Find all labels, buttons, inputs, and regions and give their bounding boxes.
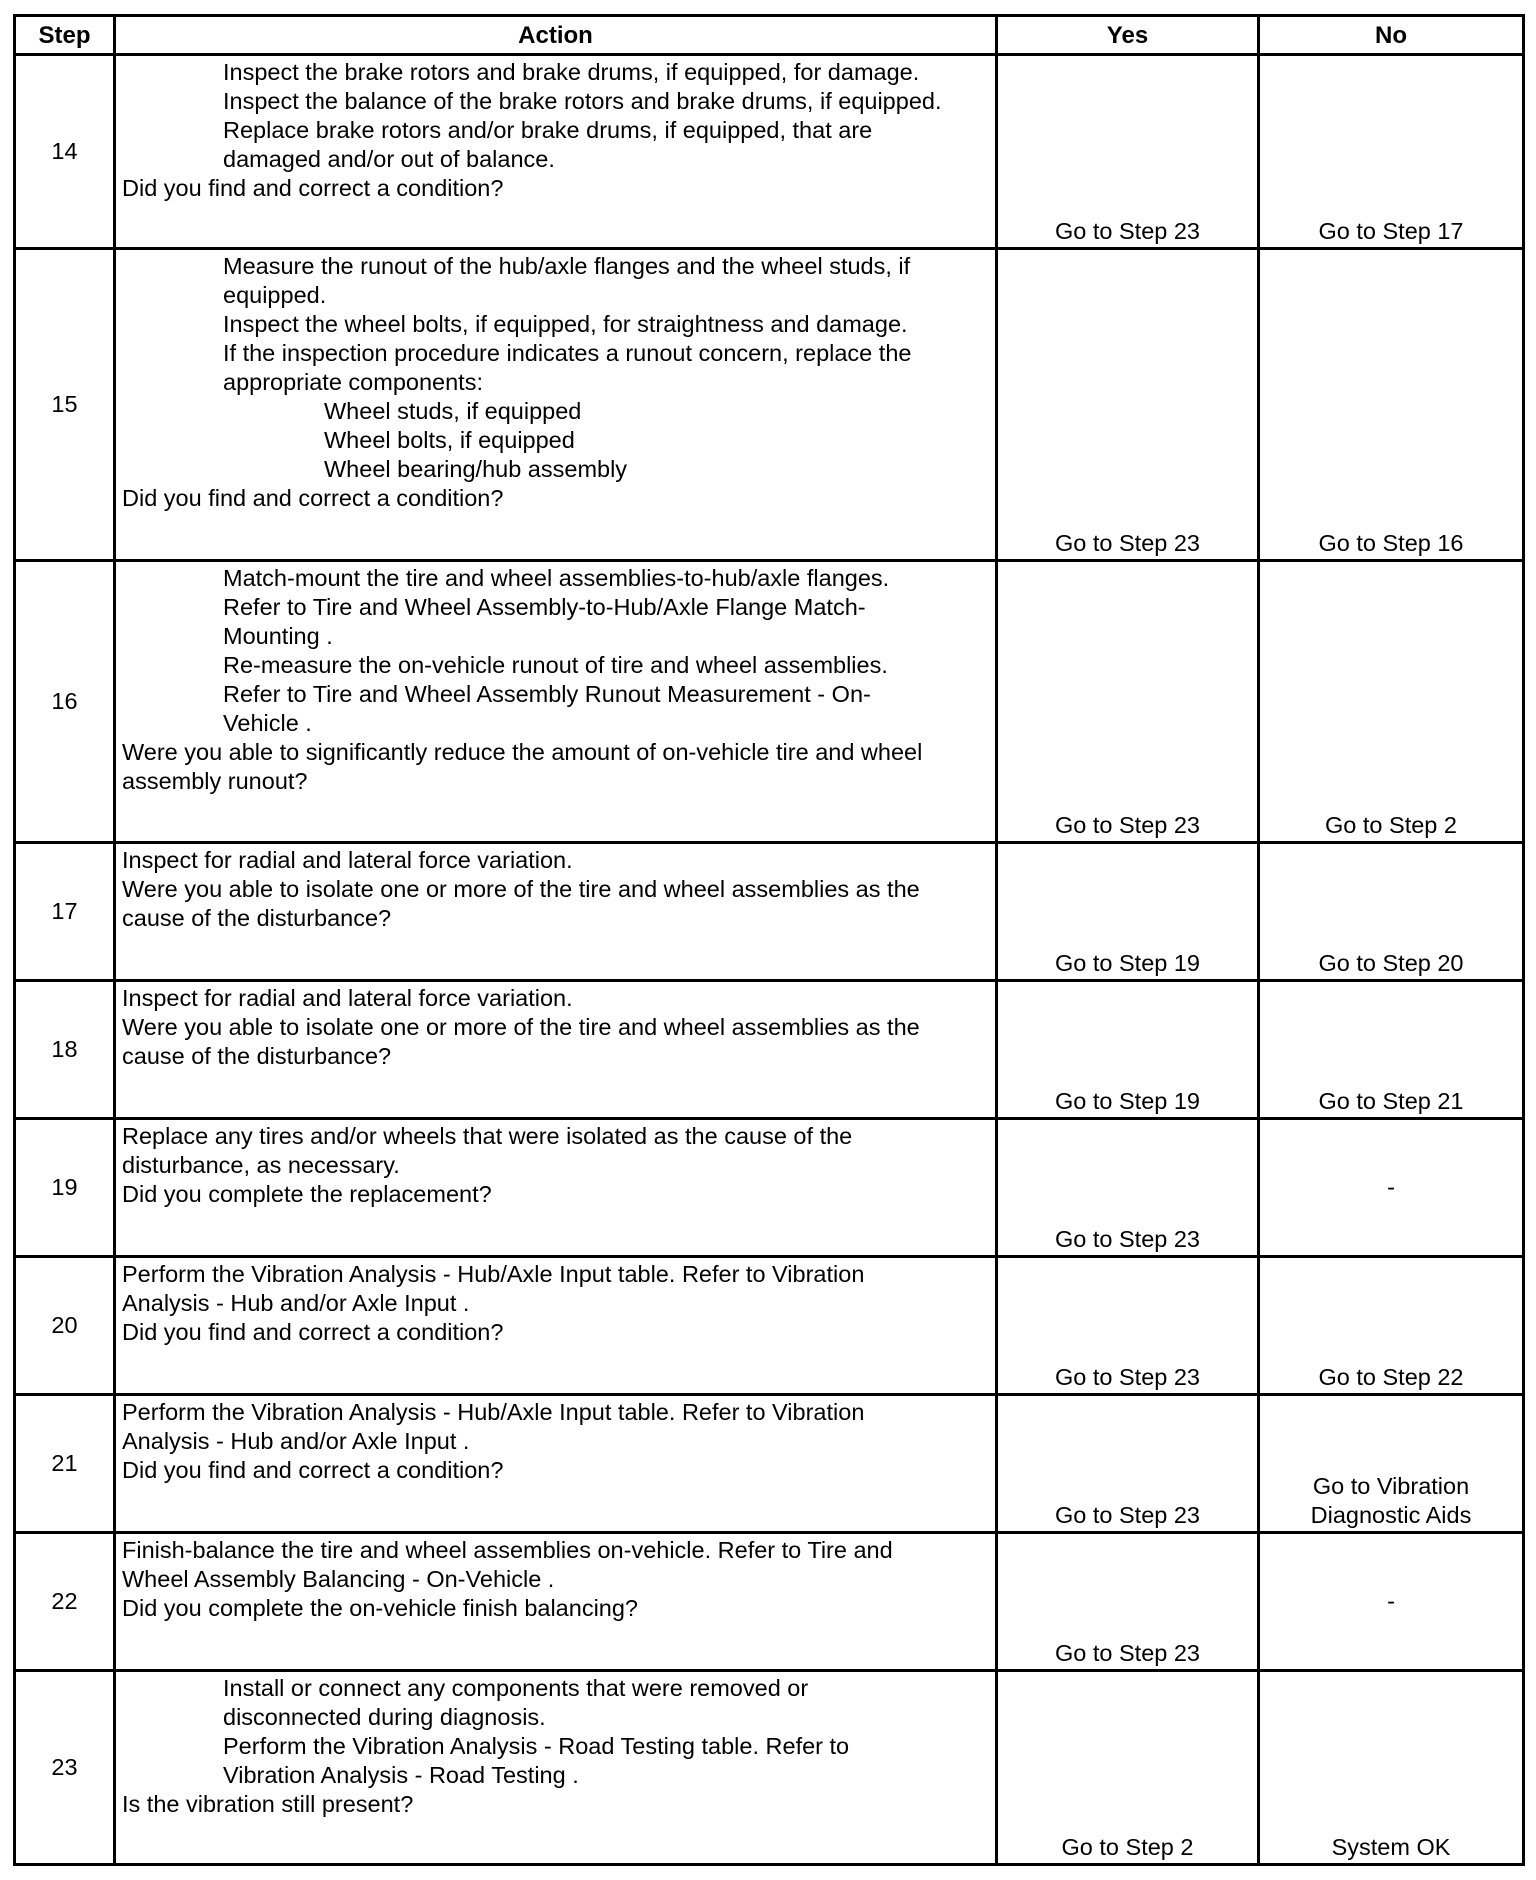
instruction-line: Inspect for radial and lateral force variation. <box>122 847 573 873</box>
instruction-line: Measure the runout of the hub/axle flanges and the wheel studs, if <box>223 253 911 279</box>
header-yes: Yes <box>997 16 1259 55</box>
instruction-line: Inspect the wheel bolts, if equipped, for straightness and damage. <box>223 311 908 337</box>
instructions <box>122 1122 989 1180</box>
table-row <box>15 1395 1524 1533</box>
no-result: - <box>1259 1533 1524 1671</box>
question: Did you find and correct a condition? <box>122 175 504 201</box>
yes-result: Go to Step 19 <box>997 843 1259 981</box>
instructions <box>122 1260 989 1318</box>
instruction-line: Inspect for radial and lateral force variation. <box>122 985 573 1011</box>
table-header-row <box>15 16 1524 55</box>
instruction-line: equipped. <box>223 282 327 308</box>
table-row <box>15 249 1524 561</box>
yes-result: Go to Step 19 <box>997 981 1259 1119</box>
no-result: - <box>1259 1119 1524 1257</box>
header-no: No <box>1259 16 1524 55</box>
instructions <box>122 1674 989 1790</box>
no-result <box>1259 1395 1524 1533</box>
yes-result: Go to Step 23 <box>997 1533 1259 1671</box>
yes-result: Go to Step 23 <box>997 1119 1259 1257</box>
step-number: 20 <box>15 1257 115 1395</box>
no-result-line: Go to Vibration <box>1312 1473 1470 1499</box>
instructions <box>122 1398 989 1456</box>
step-number: 18 <box>15 981 115 1119</box>
step-number: 22 <box>15 1533 115 1671</box>
action-cell <box>115 561 997 843</box>
question-line: assembly runout? <box>122 768 308 794</box>
no-result-line: Diagnostic Aids <box>1310 1502 1472 1528</box>
table-row <box>15 1257 1524 1395</box>
table-row <box>15 55 1524 249</box>
component-item: Wheel studs, if equipped <box>324 398 582 424</box>
no-result: Go to Step 22 <box>1259 1257 1524 1395</box>
instruction-line: Install or connect any components that were removed or <box>223 1675 809 1701</box>
no-result: Go to Step 20 <box>1259 843 1524 981</box>
action-cell <box>115 1257 997 1395</box>
instruction-line: Refer to Tire and Wheel Assembly Runout Measurement - On- <box>223 681 871 707</box>
step-number: 16 <box>15 561 115 843</box>
action-cell <box>115 249 997 561</box>
question: Did you find and correct a condition? <box>122 1457 504 1483</box>
step-number: 23 <box>15 1671 115 1865</box>
question <box>122 738 989 796</box>
instructions <box>122 58 989 174</box>
action-cell <box>115 1395 997 1533</box>
no-result: Go to Step 17 <box>1259 55 1524 249</box>
question-line: Were you able to isolate one or more of the tire and wheel assemblies as the <box>122 876 920 902</box>
step-number: 17 <box>15 843 115 981</box>
instruction-line: Wheel Assembly Balancing - On-Vehicle . <box>122 1566 555 1592</box>
no-result: Go to Step 21 <box>1259 981 1524 1119</box>
instruction-line: Vibration Analysis - Road Testing . <box>223 1762 579 1788</box>
step-number: 15 <box>15 249 115 561</box>
table-row <box>15 1533 1524 1671</box>
question: Is the vibration still present? <box>122 1791 414 1817</box>
instruction-line: Refer to Tire and Wheel Assembly-to-Hub/Axle Flange Match- <box>223 594 866 620</box>
instruction-line: Finish-balance the tire and wheel assemblies on-vehicle. Refer to Tire and <box>122 1537 893 1563</box>
component-item: Wheel bearing/hub assembly <box>324 456 628 482</box>
yes-result: Go to Step 23 <box>997 55 1259 249</box>
question-line: cause of the disturbance? <box>122 905 392 931</box>
yes-result: Go to Step 23 <box>997 561 1259 843</box>
action-cell <box>115 1671 997 1865</box>
action-cell <box>115 843 997 981</box>
instruction-line: Analysis - Hub and/or Axle Input . <box>122 1290 470 1316</box>
step-number: 19 <box>15 1119 115 1257</box>
table-row <box>15 1671 1524 1865</box>
action-cell <box>115 1119 997 1257</box>
instruction-line: Re-measure the on-vehicle runout of tire and wheel assemblies. <box>223 652 888 678</box>
yes-result: Go to Step 23 <box>997 249 1259 561</box>
action-cell <box>115 1533 997 1671</box>
question <box>122 875 989 933</box>
instructions <box>122 1536 989 1594</box>
table-row <box>15 1119 1524 1257</box>
header-action: Action <box>115 16 997 55</box>
action-cell <box>115 55 997 249</box>
action-cell <box>115 981 997 1119</box>
instructions <box>122 984 989 1013</box>
yes-result: Go to Step 23 <box>997 1257 1259 1395</box>
instruction-line: Replace any tires and/or wheels that were isolated as the cause of the <box>122 1123 853 1149</box>
instruction-line: If the inspection procedure indicates a runout concern, replace the <box>223 340 912 366</box>
table-row <box>15 981 1524 1119</box>
question: Did you find and correct a condition? <box>122 485 504 511</box>
no-result: Go to Step 2 <box>1259 561 1524 843</box>
question: Did you find and correct a condition? <box>122 1319 504 1345</box>
instruction-line: Perform the Vibration Analysis - Hub/Axle Input table. Refer to Vibration <box>122 1399 865 1425</box>
question-line: Were you able to isolate one or more of the tire and wheel assemblies as the <box>122 1014 920 1040</box>
instruction-line: Inspect the balance of the brake rotors and brake drums, if equipped. <box>223 88 942 114</box>
no-result: Go to Step 16 <box>1259 249 1524 561</box>
instruction-line: Perform the Vibration Analysis - Hub/Axle Input table. Refer to Vibration <box>122 1261 865 1287</box>
no-result: System OK <box>1259 1671 1524 1865</box>
instruction-line: damaged and/or out of balance. <box>223 146 555 172</box>
question-line: cause of the disturbance? <box>122 1043 392 1069</box>
instruction-line: Analysis - Hub and/or Axle Input . <box>122 1428 470 1454</box>
question <box>122 1013 989 1071</box>
instruction-line: Mounting . <box>223 623 333 649</box>
instruction-line: Vehicle . <box>223 710 312 736</box>
instruction-line: Inspect the brake rotors and brake drums, if equipped, for damage. <box>223 59 920 85</box>
component-item: Wheel bolts, if equipped <box>324 427 575 453</box>
instructions <box>122 846 989 875</box>
yes-result: Go to Step 23 <box>997 1395 1259 1533</box>
instructions <box>122 252 989 484</box>
instruction-line: Perform the Vibration Analysis - Road Testing table. Refer to <box>223 1733 850 1759</box>
table-row <box>15 561 1524 843</box>
yes-result: Go to Step 2 <box>997 1671 1259 1865</box>
diagnostic-table <box>13 14 1525 1866</box>
instruction-line: disconnected during diagnosis. <box>223 1704 546 1730</box>
step-number: 14 <box>15 55 115 249</box>
question: Did you complete the on-vehicle finish balancing? <box>122 1595 639 1621</box>
question-line: Were you able to significantly reduce the amount of on-vehicle tire and wheel <box>122 739 923 765</box>
instruction-line: disturbance, as necessary. <box>122 1152 400 1178</box>
header-step: Step <box>15 16 115 55</box>
question: Did you complete the replacement? <box>122 1181 492 1207</box>
instruction-line: appropriate components: <box>223 369 483 395</box>
step-number: 21 <box>15 1395 115 1533</box>
instructions <box>122 564 989 738</box>
instruction-line: Match-mount the tire and wheel assemblies-to-hub/axle flanges. <box>223 565 890 591</box>
table-row <box>15 843 1524 981</box>
instruction-line: Replace brake rotors and/or brake drums, if equipped, that are <box>223 117 873 143</box>
